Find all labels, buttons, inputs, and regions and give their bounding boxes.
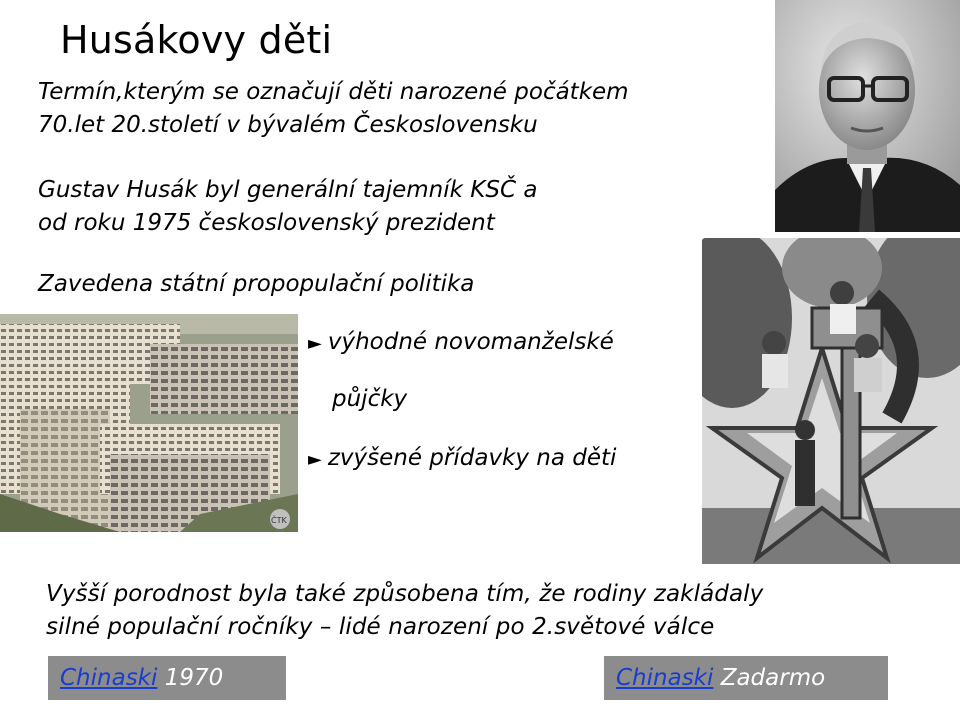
- sculpture-children-photo: [702, 238, 960, 564]
- bullet-1-line-1: výhodné novomanželské: [327, 329, 614, 355]
- husak-portrait-photo: [775, 0, 960, 232]
- link-box-zadarmo: [604, 656, 888, 700]
- arrow-right-icon: ►: [308, 449, 322, 470]
- arrow-right-icon: ►: [308, 333, 322, 354]
- husak-paragraph: [38, 174, 537, 240]
- chinaski-zadarmo-link[interactable]: Chinaski: [616, 665, 714, 691]
- link-1970-label: 1970: [157, 665, 224, 691]
- husak-line-2: od roku 1975 československý prezident: [38, 210, 495, 236]
- bullet-item-2: [308, 442, 616, 476]
- ctk-watermark: ČTK: [271, 516, 287, 525]
- husak-line-1: Gustav Husák byl generální tajemník KSČ a: [38, 177, 538, 203]
- page-title: Husákovy děti: [60, 18, 333, 62]
- policy-text: Zavedena státní propopulační politika: [38, 271, 475, 297]
- bottom-line-2: silné populační ročníky – lidé narození po 2.světové válce: [46, 614, 715, 640]
- intro-line-2: 70.let 20.století v bývalém Československu: [38, 112, 538, 138]
- intro-line-1: Termín,kterým se označují děti narozené počátkem: [38, 79, 629, 105]
- link-zadarmo-label: Zadarmo: [713, 665, 826, 691]
- bullet-1-continuation: půjčky: [332, 386, 408, 412]
- bottom-paragraph: [46, 578, 763, 644]
- bullet-item-1: [308, 326, 614, 360]
- bottom-line-1: Vyšší porodnost byla také způsobena tím, že rodiny zakládaly: [46, 581, 764, 607]
- panel-buildings-photo: [0, 314, 298, 532]
- bullet-2-text: zvýšené přídavky na děti: [327, 445, 617, 471]
- chinaski-1970-link[interactable]: Chinaski: [60, 665, 158, 691]
- intro-paragraph: [38, 76, 629, 142]
- link-box-1970: [48, 656, 286, 700]
